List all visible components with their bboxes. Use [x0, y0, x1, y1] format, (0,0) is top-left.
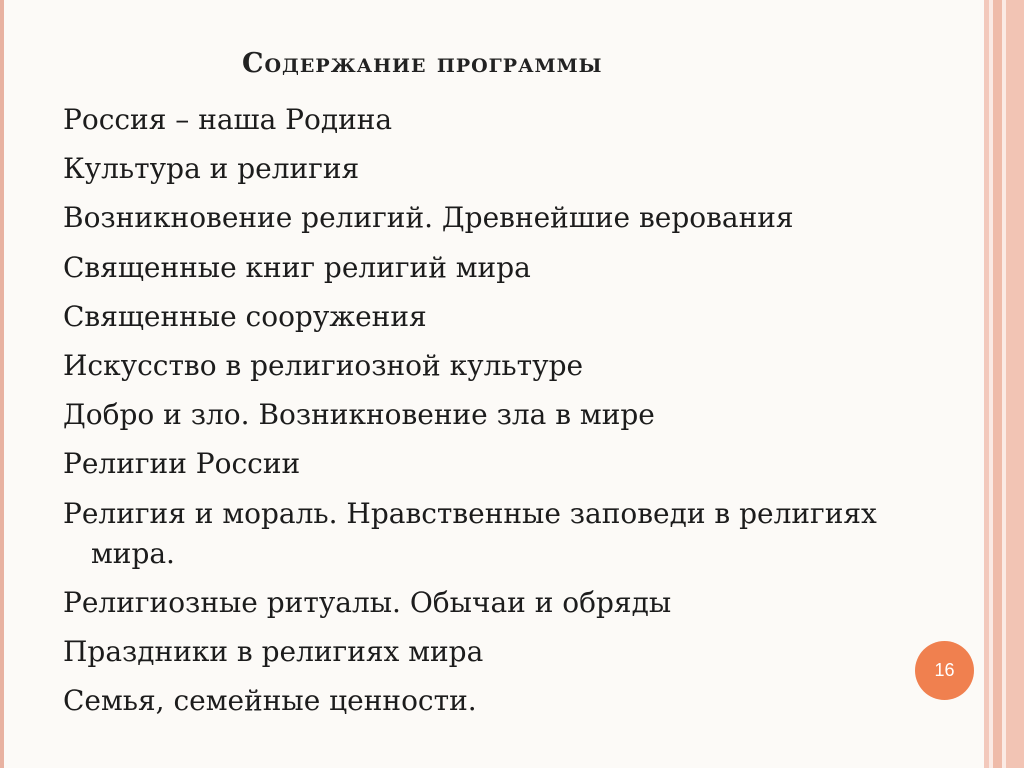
list-item: Священные сооружения — [63, 299, 427, 333]
content-list — [63, 100, 968, 730]
list-item: Религия и мораль. Нравственные заповеди в религиях мира. — [63, 496, 877, 570]
list-item: Религиозные ритуалы. Обычаи и обряды — [63, 585, 672, 619]
list-item: Россия – наша Родина — [63, 103, 393, 136]
list-item: Культура и религия — [63, 152, 360, 186]
list-item: Искусство в религиозной культуре — [63, 348, 584, 382]
list-item: Праздники в религиях мира — [63, 634, 484, 668]
list-item: Религии России — [63, 447, 301, 481]
list-item: Возникновение религий. Древнейшие верования — [63, 201, 794, 235]
list-item: Семья, семейные ценности. — [63, 684, 477, 718]
slide-title: Содержание программы — [242, 48, 603, 79]
list-item: Добро и зло. Возникновение зла в мире — [63, 398, 655, 432]
page-number-badge: 16 — [915, 641, 974, 700]
left-border-decoration — [0, 0, 4, 768]
list-item: Священные книг религий мира — [63, 250, 531, 284]
right-border-decoration — [1006, 0, 1024, 768]
right-border-decoration — [993, 0, 1002, 768]
